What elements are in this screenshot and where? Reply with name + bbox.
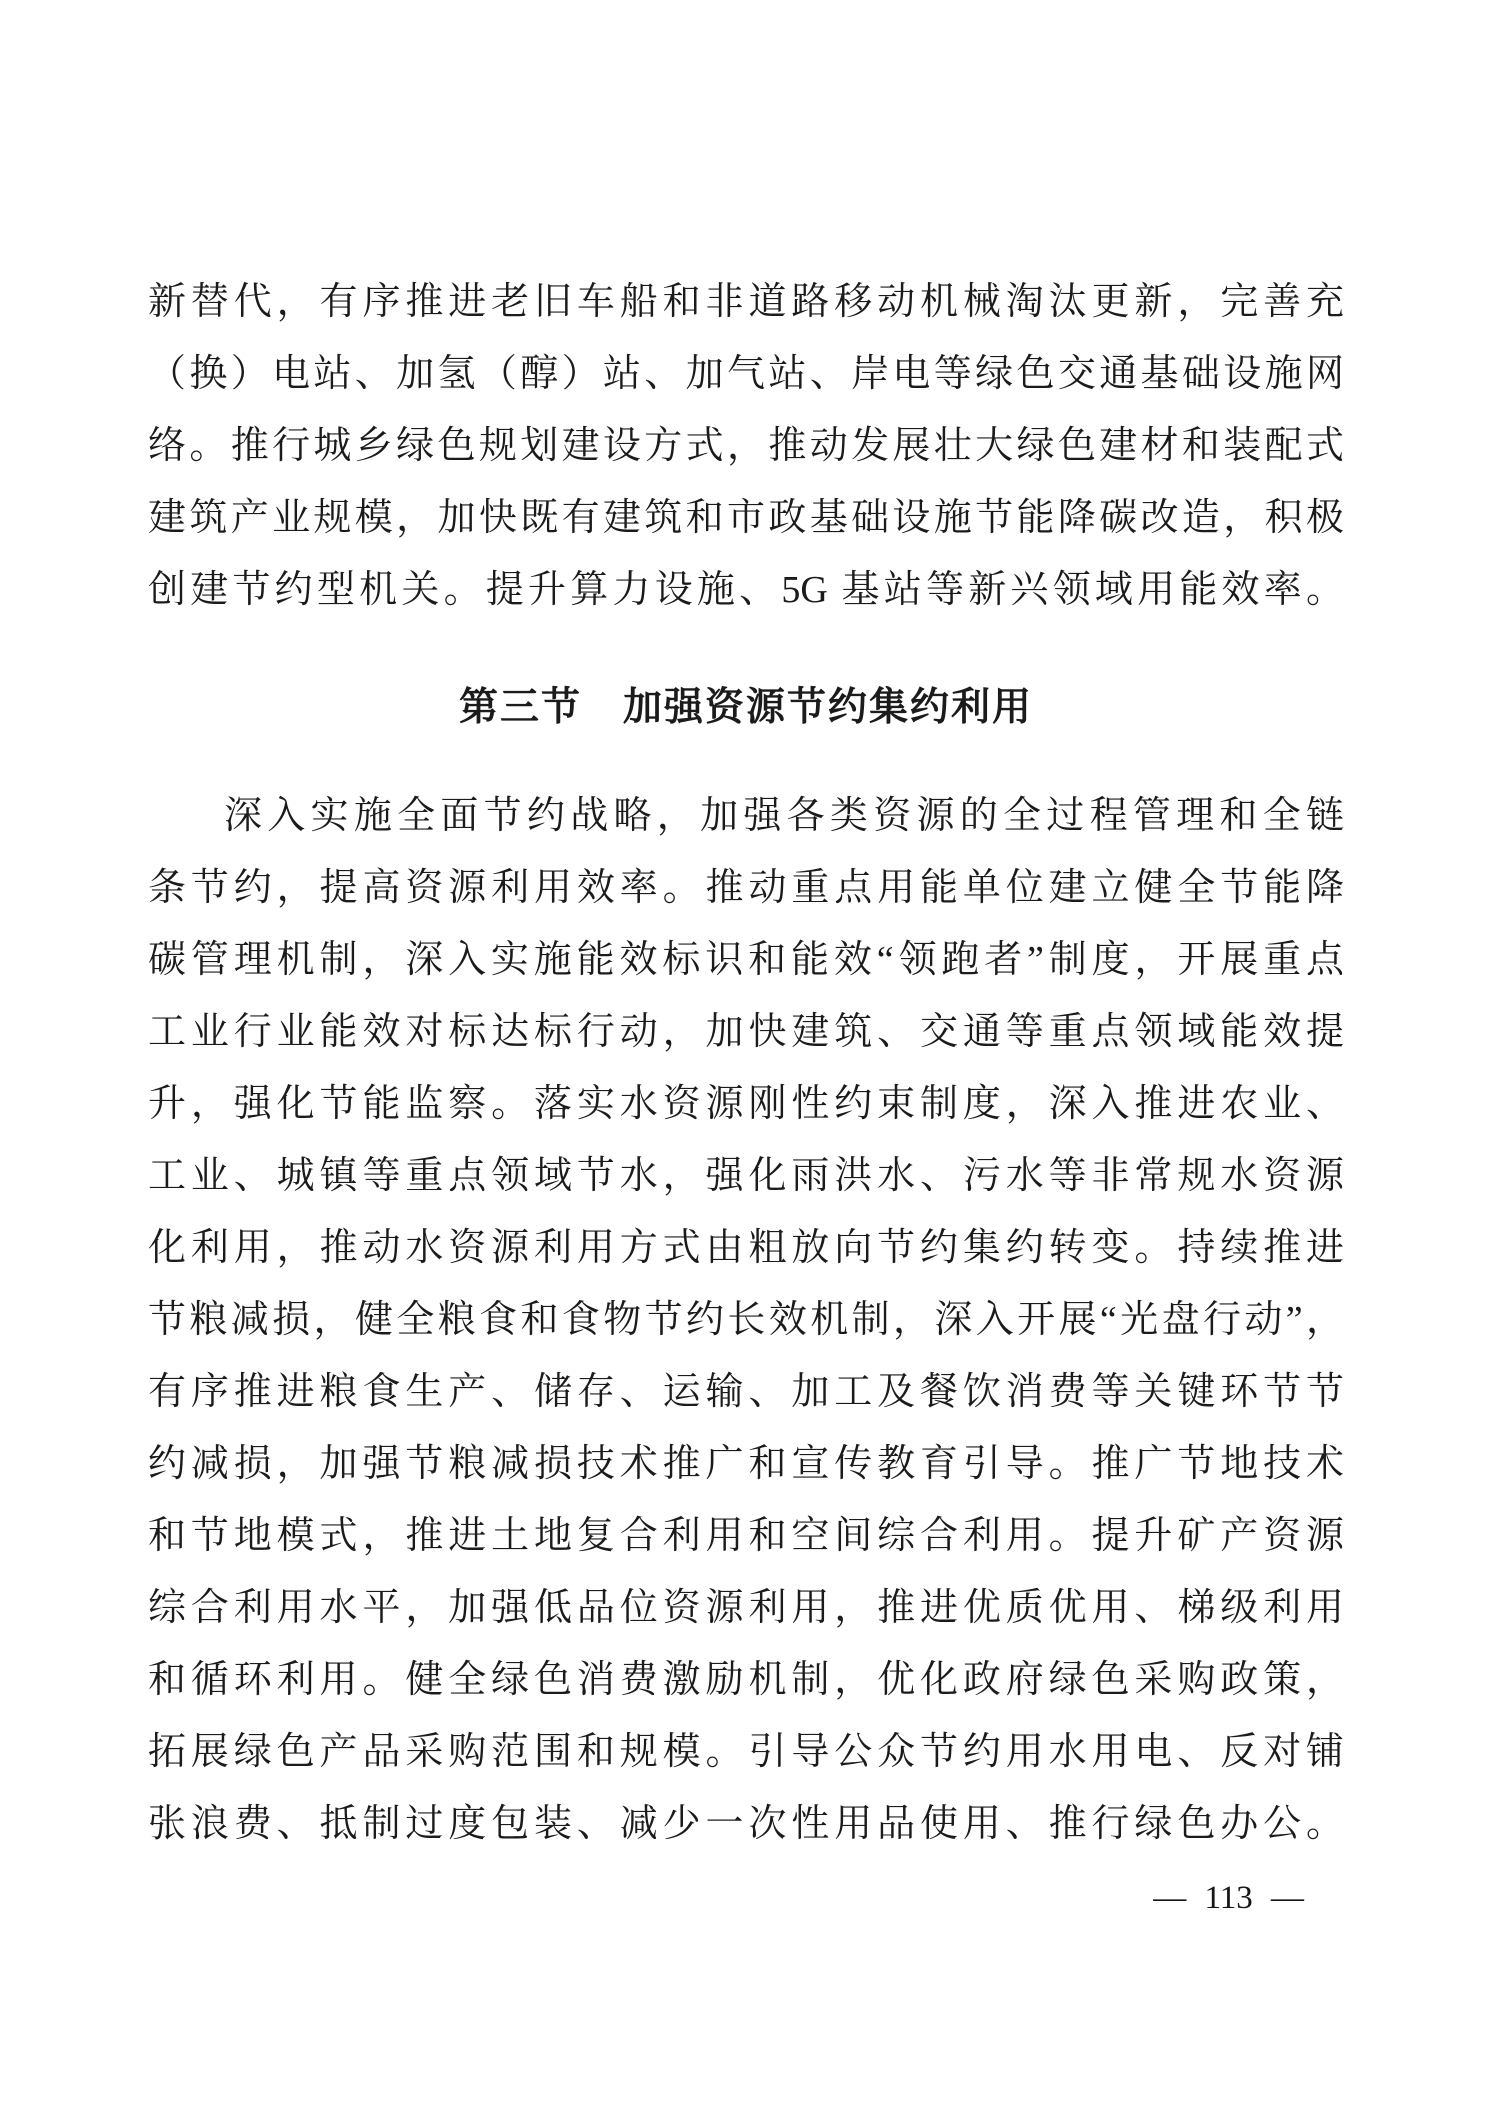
body-line: 和节地模式，推进土地复合利用和空间综合利用。提升矿产资源: [148, 1515, 1344, 1557]
body-line: 约减损，加强节粮减损技术推广和宣传教育引导。推广节地技术: [148, 1443, 1344, 1485]
body-line: 升，强化节能监察。落实水资源刚性约束制度，深入推进农业、: [148, 1083, 1344, 1125]
body-line: 张浪费、抵制过度包装、减少一次性用品使用、推行绿色办公。: [148, 1803, 1344, 1845]
body-line: 有序推进粮食生产、储存、运输、加工及餐饮消费等关键环节节: [148, 1371, 1344, 1413]
body-line: 节粮减损，健全粮食和食物节约长效机制，深入开展“光盘行动”，: [148, 1299, 1344, 1341]
body-line: 综合利用水平，加强低品位资源利用，推进优质优用、梯级利用: [148, 1587, 1344, 1629]
section-heading: 第三节 加强资源节约集约利用: [458, 686, 1033, 729]
body-line: 络。推行城乡绿色规划建设方式，推动发展壮大绿色建材和装配式: [148, 425, 1344, 467]
body-line: 创建节约型机关。提升算力设施、5G 基站等新兴领域用能效率。: [148, 569, 1344, 611]
body-line: 化利用，推动水资源利用方式由粗放向节约集约转变。持续推进: [148, 1227, 1344, 1269]
body-line: 深入实施全面节约战略，加强各类资源的全过程管理和全链: [224, 795, 1344, 837]
body-line: 工业行业能效对标达标行动，加快建筑、交通等重点领域能效提: [148, 1011, 1344, 1053]
body-line: 拓展绿色产品采购范围和规模。引导公众节约用水用电、反对铺: [148, 1731, 1344, 1773]
body-line: （换）电站、加氢（醇）站、加气站、岸电等绿色交通基础设施网: [148, 353, 1344, 395]
text-block: [148, 0, 1344, 1860]
body-line: 建筑产业规模，加快既有建筑和市政基础设施节能降碳改造，积极: [148, 497, 1344, 539]
paragraph-continuation: [148, 266, 1344, 626]
body-line: 和循环利用。健全绿色消费激励机制，优化政府绿色采购政策，: [148, 1659, 1344, 1701]
body-line: 条节约，提高资源利用效率。推动重点用能单位建立健全节能降: [148, 867, 1344, 909]
body-line: 工业、城镇等重点领域节水，强化雨洪水、污水等非常规水资源: [148, 1155, 1344, 1197]
page-number: — 113 —: [1153, 1880, 1304, 1916]
paragraph-body: [148, 780, 1344, 1860]
body-line: 碳管理机制，深入实施能效标识和能效“领跑者”制度，开展重点: [148, 939, 1344, 981]
body-line: 新替代，有序推进老旧车船和非道路移动机械淘汰更新，完善充: [148, 281, 1344, 323]
